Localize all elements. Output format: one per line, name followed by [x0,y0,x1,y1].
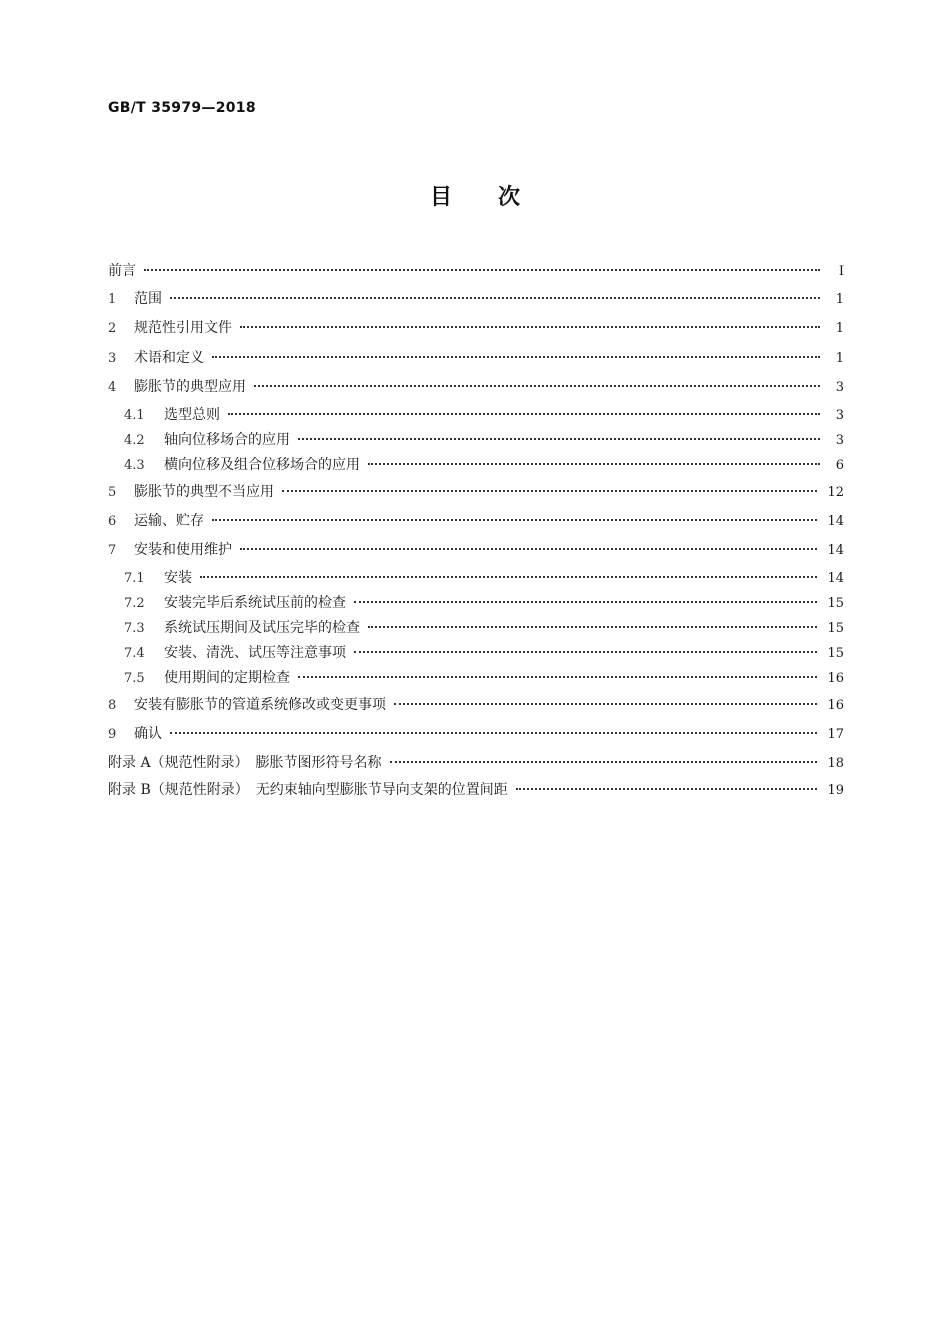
toc-dot-leader [212,519,817,521]
toc-dot-leader [368,626,817,628]
toc-entry-page: 3 [835,432,844,448]
toc-entry-title: 安装有膨胀节的管道系统修改或变更事项 [134,696,386,713]
toc-entry-page: 3 [835,380,844,396]
toc-entry[interactable] [108,314,844,343]
toc-entry-page: 17 [827,727,844,743]
toc-entry-title: 安装完毕后系统试压前的检查 [164,594,346,611]
toc-entry[interactable] [108,591,844,616]
toc-dot-leader [354,651,817,653]
toc-entry[interactable] [108,720,844,749]
toc-entry-number: 2 [108,321,117,337]
toc-entry[interactable] [108,453,844,478]
toc-entry-number: 7.5 [124,670,145,686]
page-title: 目次 [429,185,566,210]
toc-dot-leader [170,297,820,299]
toc-entry-number: 7.2 [124,595,145,611]
toc-entry-number: 7.4 [124,645,145,661]
toc-entry-title: 系统试压期间及试压完毕的检查 [164,619,360,636]
toc-entry-title: 使用期间的定期检查 [164,669,290,686]
toc-entry-title: 膨胀节的典型不当应用 [134,483,274,500]
toc-entry-page: 15 [827,595,844,611]
toc-entry-number: 8 [108,697,117,713]
toc-entry-title: 附录 A（规范性附录） 膨胀节图形符号名称 [108,754,382,771]
toc-dot-leader [354,601,817,603]
toc-entry-page: 1 [835,292,844,307]
toc-entry-number: 4.1 [124,407,145,423]
toc-entry-number: 9 [108,727,117,743]
toc-entry-page: Ⅰ [838,264,844,279]
toc-entry-title: 安装和使用维护 [134,542,232,559]
toc-entry[interactable] [108,691,844,720]
toc-entry-title: 附录 B（规范性附录） 无约束轴向型膨胀节导向支架的位置间距 [108,781,508,798]
toc-entry-title: 膨胀节的典型应用 [134,379,246,396]
toc-dot-leader [298,676,817,678]
toc-entry-number: 4.2 [124,432,145,448]
toc-entry-number: 5 [108,484,117,500]
toc-dot-leader [200,576,817,578]
toc-entry-title: 横向位移及组合位移场合的应用 [164,456,360,473]
toc-entry[interactable] [108,403,844,428]
toc-entry[interactable] [108,566,844,591]
toc-entry-number: 3 [108,350,117,366]
toc-entry[interactable] [108,258,844,285]
toc-entry-number: 1 [108,292,117,307]
toc-entry-title: 运输、贮存 [134,512,204,529]
toc-entry-number: 4.3 [124,457,145,473]
toc-entry-page: 15 [827,645,844,661]
standard-number: GB/T 35979—2018 [108,100,256,116]
toc-entry[interactable] [108,777,844,804]
toc-dot-leader [254,385,820,387]
toc-dot-leader [390,761,818,763]
toc-dot-leader [240,326,820,328]
toc-entry-page: 19 [827,782,844,798]
toc-entry[interactable] [108,616,844,641]
toc-entry[interactable] [108,750,844,777]
toc-entry-title: 术语和定义 [134,349,204,366]
toc-entry-title: 规范性引用文件 [134,320,232,337]
toc-entry-number: 7.3 [124,620,145,636]
toc-entry[interactable] [108,666,844,691]
toc-entry-page: 14 [827,513,844,529]
toc-dot-leader [516,788,818,790]
toc-entry-number: 7.1 [124,570,145,586]
toc-dot-leader [144,269,820,271]
toc-entry[interactable] [108,641,844,666]
toc-entry-page: 1 [835,350,844,366]
toc-entry-page: 15 [827,620,844,636]
toc-entry-page: 3 [835,407,844,423]
toc-entry-page: 18 [827,755,844,771]
toc-entry[interactable] [108,373,844,402]
toc-entry-title: 安装、清洗、试压等注意事项 [164,644,346,661]
toc-entry-page: 16 [827,670,844,686]
toc-entry-number: 7 [108,543,117,559]
toc-entry-title: 前言 [108,263,136,279]
toc-entry-title: 范围 [134,291,162,307]
toc-entry-title: 选型总则 [164,406,220,423]
toc-entry[interactable] [108,536,844,565]
toc-entry-page: 12 [827,484,844,500]
toc-dot-leader [170,732,817,734]
toc-entry[interactable] [108,344,844,373]
toc-entry-page: 6 [835,457,844,473]
toc-entry-page: 14 [827,570,844,586]
toc-entry[interactable] [108,478,844,507]
toc-dot-leader [394,703,817,705]
toc-entry-number: 4 [108,380,117,396]
toc-entry-page: 16 [827,697,844,713]
toc-entry-title: 确认 [134,726,162,743]
toc-dot-leader [240,548,817,550]
toc-entry-page: 14 [827,543,844,559]
toc-entry[interactable] [108,507,844,536]
toc-entry[interactable] [108,428,844,453]
toc-entry-number: 6 [108,513,117,529]
toc-entry[interactable] [108,285,844,314]
toc-dot-leader [282,490,817,492]
toc-dot-leader [368,463,820,465]
toc-dot-leader [212,356,820,358]
toc-dot-leader [298,438,820,440]
toc-entry-title: 安装 [164,569,192,586]
table-of-contents [108,258,844,804]
toc-entry-page: 1 [835,321,844,337]
toc-dot-leader [228,413,820,415]
toc-entry-title: 轴向位移场合的应用 [164,431,290,448]
